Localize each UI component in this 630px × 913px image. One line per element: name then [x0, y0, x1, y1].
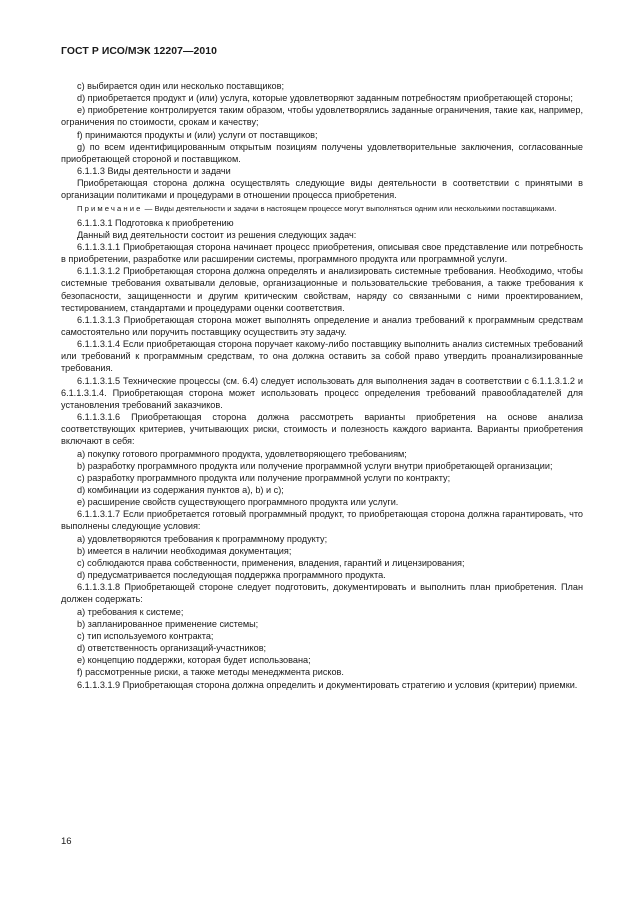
list-item: d) ответственность организаций-участников; [77, 643, 267, 654]
list-item-c: с) выбирается один или несколько поставщиков; [77, 81, 284, 91]
note-text: — Виды деятельности и задачи в настоящем процессе могут выполняться одним или несколькими поставщиками. [142, 203, 557, 213]
clause: 6.1.1.3.1.4 Если приобретающая сторона поручает какому-либо поставщику выполнить анализ системных требований или требований к программным средствам, то она должна оставить за собой право утвердить проанализированные требования. [61, 339, 583, 374]
list-item: b) запланированное применение системы; [77, 618, 259, 629]
list-item: с) тип используемого контракта; [77, 630, 214, 641]
list-item: е) расширение свойств существующего программного продукта или услуги. [77, 497, 399, 508]
paragraph: Данный вид деятельности состоит из решения следующих задач: [77, 229, 357, 240]
subsection-heading: 6.1.1.3.1 Подготовка к приобретению [77, 217, 234, 228]
standard-header: ГОСТ Р ИСО/МЭК 12207—2010 [61, 46, 217, 57]
list-item: е) концепцию поддержки, которая будет использована; [77, 655, 311, 666]
list-item-f: f) принимаются продукты и (или) услуги от поставщиков; [77, 129, 318, 140]
page-body [61, 80, 583, 691]
list-item-e: е) приобретение контролируется таким образом, чтобы удовлетворялись заданные ограничения, такие как, например, ограничения по стоимости, срокам и качеству; [61, 105, 583, 128]
list-item: с) разработку программного продукта или получение программной услуги по контракту; [77, 472, 451, 483]
clause: 6.1.1.3.1.6 Приобретающая сторона должна рассмотреть варианты приобретения на основе анализа соответствующих критериев, учитывающих риски, стоимость и полезность каждого варианта. Варианты приобретения включают в себя: [61, 412, 583, 447]
note [61, 203, 583, 214]
list-item-d: d) приобретается продукт и (или) услуга, которые удовлетворяют заданным потребностям приобретающей стороны; [77, 93, 573, 104]
clause: 6.1.1.3.1.2 Приобретающая сторона должна определять и анализировать системные требования. Необходимо, чтобы системные требования охватывали деловые, организационные и пользовательские требования, а также требования к безопасности, защищенности и другим критическим свойствам, наряду со связанными с ними проектированием, тестированием, стандартами и процедурами оценки соответствия. [61, 266, 583, 313]
section-heading: 6.1.1.3 Виды деятельности и задачи [77, 166, 231, 177]
clause: 6.1.1.3.1.8 Приобретающей стороне следует подготовить, документировать и выполнить план приобретения. План должен содержать: [61, 582, 583, 605]
list-item: f) рассмотренные риски, а также методы менеджмента рисков. [77, 667, 344, 678]
list-item: d) предусматривается последующая поддержка программного продукта. [77, 570, 386, 581]
list-item: b) имеется в наличии необходимая документация; [77, 545, 292, 556]
list-item: с) соблюдаются права собственности, применения, владения, гарантий и лицензирования; [77, 557, 465, 568]
clause: 6.1.1.3.1.3 Приобретающая сторона может выполнять определение и анализ требований к программным средствам самостоятельно или поручить поставщику осуществить эту задачу. [61, 314, 583, 337]
clause: 6.1.1.3.1.9 Приобретающая сторона должна определить и документировать стратегию и условия (критерии) приемки. [77, 679, 578, 690]
list-item: а) удовлетворяются требования к программному продукту; [77, 533, 328, 544]
list-item-g: g) по всем идентифицированным открытым позициям получены удовлетворительные заключения, согласованные приобретающей стороной и поставщиком. [61, 141, 583, 164]
list-item: а) требования к системе; [77, 606, 184, 617]
list-item: b) разработку программного продукта или получение программной услуги внутри приобретающей организации; [77, 460, 553, 471]
clause: 6.1.1.3.1.5 Технические процессы (см. 6.4) следует использовать для выполнения задач в соответствии с 6.1.1.3.1.2 и 6.1.1.3.1.4. Приобретающая сторона может использовать процесс определения требований правообладателей для установления требований заказчиков. [61, 375, 583, 410]
list-item: а) покупку готового программного продукта, удовлетворяющего требованиям; [77, 448, 407, 459]
list-item: d) комбинации из содержания пунктов а), b) и с); [77, 485, 284, 495]
paragraph: Приобретающая сторона должна осуществлять следующие виды деятельности в соответствии с принятыми в организации политиками и процедурами в отношении процесса приобретения. [61, 178, 583, 201]
clause: 6.1.1.3.1.1 Приобретающая сторона начинает процесс приобретения, описывая свое представление или потребность в приобретении, разработке или расширении системы, программного продукта или программной услуги. [61, 241, 583, 265]
page-number: 16 [61, 836, 72, 847]
clause: 6.1.1.3.1.7 Если приобретается готовый программный продукт, то приобретающая сторона должна гарантировать, что выполнены следующие условия: [61, 509, 583, 532]
note-label: Примечание [77, 203, 143, 213]
